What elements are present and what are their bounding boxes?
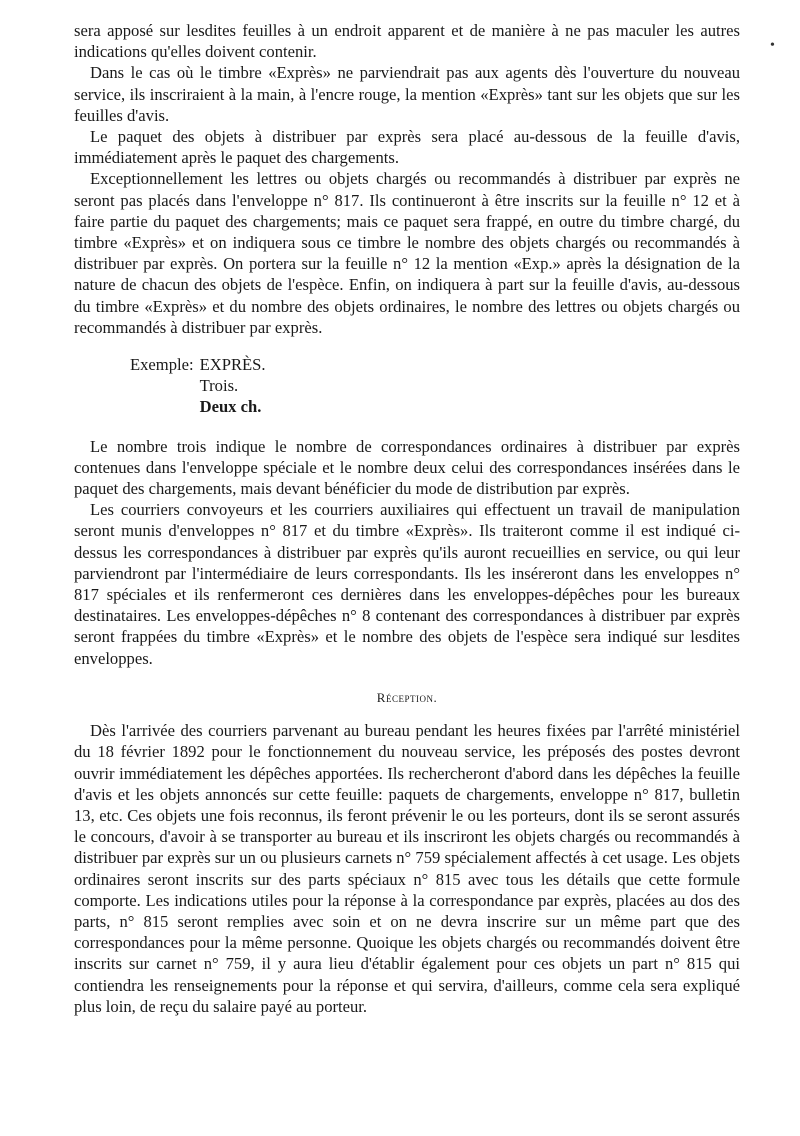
paragraph: Dans le cas où le timbre «Exprès» ne parviendrait pas aux agents dès l'ouverture du nouveau service, ils inscriraient à la main, à l'encre rouge, la mention «Exprès» tant sur les objets que sur les feuilles d'avis.: [74, 63, 740, 125]
margin-mark: •: [770, 38, 775, 53]
paragraph: sera apposé sur lesdites feuilles à un endroit apparent et de manière à ne pas maculer les autres indications qu'elles doivent contenir.: [74, 21, 740, 62]
paragraph: Le nombre trois indique le nombre de correspondances ordinaires à distribuer par exprès contenues dans l'enveloppe spéciale et le nombre deux celui des correspondances insérées dans le paquet des chargements, mais devant bénéficier du mode de distribution par exprès.: [74, 436, 740, 499]
paragraph: Dès l'arrivée des courriers parvenant au bureau pendant les heures fixées par l'arrêté ministériel du 18 février 1892 pour le fonctionnement du nouveau service, les préposés des postes devront ouvrir immédiatement les dépêches apportées. Ils rechercheront d'abord dans les dépêches la feuille d'avis et les objets annoncés sur cette feuille: paquets de chargements, enveloppe n° 817, bulletin 13, etc. Ces objets une fois reconnus, ils feront prévenir le ou les porteurs, dont ils se seront assurés le concours, d'avoir à se transporter au bureau et ils inscriront les objets chargés ou recommandés à distribuer par exprès sur un ou plusieurs carnets n° 759 spécialement affectés à cet usage. Les objets ordinaires seront inscrits sur des parts spéciaux n° 815 avec tous les détails que cette formule comporte. Les indications utiles pour la réponse à la correspondance par exprès, placées au dos des parts, n° 815 seront remplies avec soin et on ne devra inscrire sur un même part que des correspondances pour la même personne. Quoique les objets chargés ou recommandés doivent être inscrits sur carnet n° 759, il y aura lieu d'établir également pour ces objets un part n° 815 qui contiendra les renseignements pour la réponse et qui servira, d'ailleurs, comme cela sera expliqué plus loin, de reçu du salaire payé au porteur.: [74, 721, 740, 1016]
paragraph: Les courriers convoyeurs et les courriers auxiliaires qui effectuent un travail de manipulation seront munis d'enveloppes n° 817 et du timbre «Exprès». Ils traiteront comme il est indiqué ci-dessus les correspondances à distribuer par exprès qu'ils auront recueillies en service, ou qui leur parviendront par l'intermédiaire de leurs correspondants. Ils les inséreront dans les enveloppes n° 817 spéciales et ils renfermeront ces dernières dans les enveloppes-dépêches pour les bureaux destinataires. Les enveloppes-dépêches n° 8 contenant des correspondances à distribuer par exprès seront frappées du timbre «Exprès» et le nombre des objets de l'espèce sera indiqué sur lesdites enveloppes.: [74, 500, 740, 668]
section-heading: Réception.: [376, 689, 438, 705]
example-line: Trois.: [199, 376, 239, 396]
paragraph: Le paquet des objets à distribuer par exprès sera placé au-dessous de la feuille d'avis, immédiatement après le paquet des chargements.: [74, 127, 740, 168]
example-line: Deux ch.: [199, 397, 262, 417]
example-block: [130, 354, 740, 418]
page-body: [74, 20, 740, 1017]
example-line: EXPRÈS.: [199, 355, 266, 375]
paragraph: Exceptionnellement les lettres ou objets chargés ou recommandés à distribuer par exprès ne seront pas placés dans l'enveloppe n° 817. Ils continueront à être inscrits sur la feuille n° 12 et à faire partie du paquet des chargements; mais ce paquet sera frappé, en outre du timbre chargé, du timbre «Exprès» et on indiquera sous ce timbre le nombre des objets chargés ou recommandés à distribuer par exprès. On portera sur la feuille n° 12 la mention «Exp.» après la désignation de la nature de chacun des objets de l'espèce. Enfin, on indiquera à part sur la feuille d'avis, au-dessous du timbre «Exprès» et du nombre des objets ordinaires, le nombre des lettres ou objets chargés ou recommandés à distribuer par exprès.: [74, 169, 740, 337]
example-label: Exemple:: [130, 355, 194, 375]
